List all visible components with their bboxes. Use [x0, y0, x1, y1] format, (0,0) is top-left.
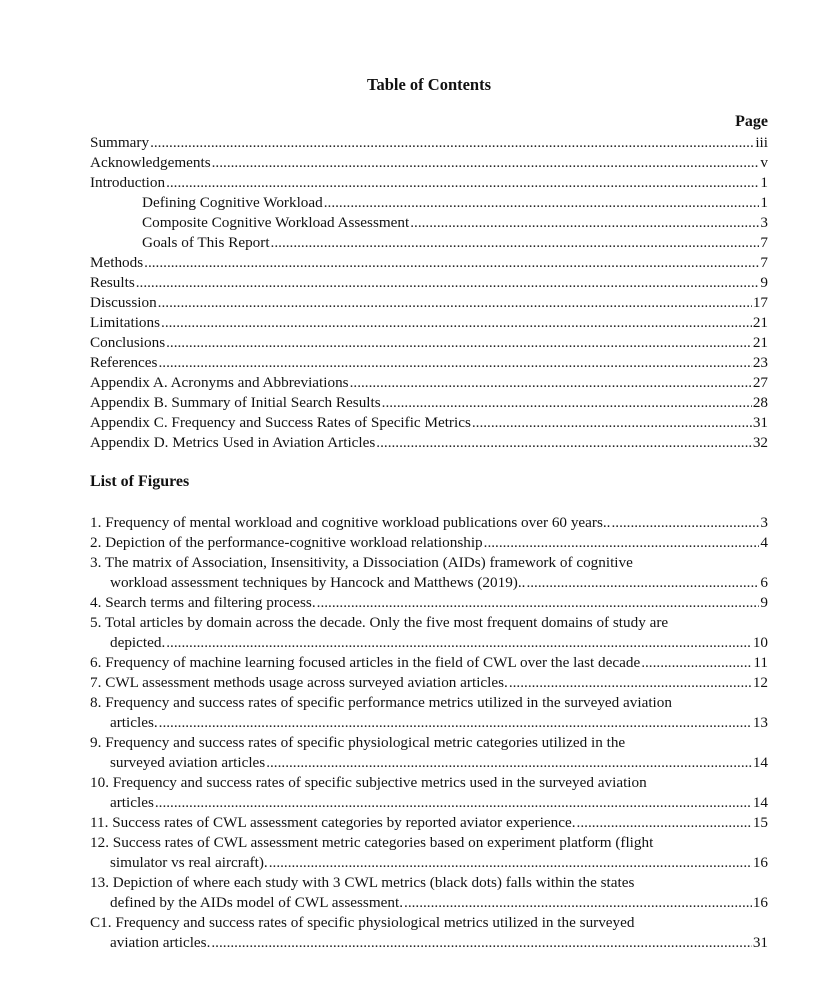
dot-leader — [350, 373, 752, 393]
table-of-contents — [90, 133, 768, 453]
list-of-figures — [90, 513, 768, 953]
figure-entry[interactable] — [90, 873, 768, 913]
toc-entry-page: 1 — [760, 194, 768, 211]
toc-entry-label: Composite Cognitive Workload Assessment — [142, 214, 410, 231]
figure-entry-text: 1. Frequency of mental workload and cognitive workload publications over 60 years.. — [90, 514, 611, 531]
dot-leader — [404, 893, 752, 913]
figure-entry-page: 6 — [760, 574, 768, 591]
toc-title: Table of Contents — [366, 75, 492, 94]
dot-leader — [376, 433, 752, 453]
toc-entry-page: 31 — [752, 414, 768, 431]
dot-leader — [641, 653, 752, 673]
toc-entry-page: 1 — [760, 174, 768, 191]
figure-entry-page: 11 — [753, 654, 768, 671]
figure-entry-page: 31 — [752, 934, 768, 951]
figure-entry[interactable] — [90, 653, 768, 673]
toc-entry[interactable] — [90, 413, 768, 433]
figure-entry-text: 13. Depiction of where each study with 3 CWL metrics (black dots) falls within the states — [90, 874, 635, 891]
figure-entry-text-cont: articles. — [110, 714, 158, 731]
figure-entry-text-cont: surveyed aviation articles — [110, 754, 266, 771]
dot-leader — [158, 293, 752, 313]
figure-entry-text: 10. Frequency and success rates of specific subjective metrics used in the surveyed aviation — [90, 774, 647, 791]
figure-entry-page: 9 — [760, 594, 768, 611]
dot-leader — [161, 313, 752, 333]
figure-entry-text: 12. Success rates of CWL assessment metric categories based on experiment platform (flight — [90, 834, 654, 851]
dot-leader — [324, 193, 760, 213]
toc-entry-label: Appendix B. Summary of Initial Search Results — [90, 394, 381, 411]
toc-entry-label: Conclusions — [90, 334, 166, 351]
figure-entry-text: 5. Total articles by domain across the decade. Only the five most frequent domains of study are — [90, 614, 669, 631]
toc-entry-label: Defining Cognitive Workload — [142, 194, 323, 211]
figure-entry-page: 14 — [752, 754, 768, 771]
toc-entry-label: Results — [90, 274, 135, 291]
toc-entry-page: 7 — [760, 254, 768, 271]
toc-entry-label: Limitations — [90, 314, 161, 331]
figure-entry[interactable] — [90, 673, 768, 693]
toc-entry[interactable] — [90, 373, 768, 393]
toc-entry-label: Appendix D. Metrics Used in Aviation Articles — [90, 434, 376, 451]
dot-leader — [269, 853, 752, 873]
figure-entry-text-cont: articles — [110, 794, 154, 811]
figure-entry-page: 14 — [752, 794, 768, 811]
figure-entry-page: 16 — [752, 894, 768, 911]
figure-entry-page: 3 — [760, 514, 768, 531]
figure-entry-text: 2. Depiction of the performance-cognitive workload relationship — [90, 534, 483, 551]
figure-entry-page: 4 — [760, 534, 768, 551]
dot-leader — [166, 173, 759, 193]
figure-entry-text: 7. CWL assessment methods usage across surveyed aviation articles. — [90, 674, 508, 691]
figure-entry[interactable] — [90, 833, 768, 873]
toc-entry[interactable] — [90, 133, 768, 153]
dot-leader — [166, 333, 752, 353]
dot-leader — [410, 213, 759, 233]
toc-entry[interactable] — [90, 353, 768, 373]
dot-leader — [317, 593, 760, 613]
dot-leader — [150, 133, 754, 153]
figure-entry-text-cont: defined by the AIDs model of CWL assessment. — [110, 894, 404, 911]
figure-entry[interactable] — [90, 553, 768, 593]
toc-entry-label: Summary — [90, 134, 150, 151]
dot-leader — [212, 153, 760, 173]
figure-entry[interactable] — [90, 613, 768, 653]
figure-entry-page: 15 — [752, 814, 768, 831]
dot-leader — [136, 273, 760, 293]
figure-entry-text: 4. Search terms and filtering process. — [90, 594, 316, 611]
figure-entry[interactable] — [90, 533, 768, 553]
toc-entry-page: 21 — [752, 314, 768, 331]
toc-entry-page: 28 — [752, 394, 768, 411]
figure-entry-text-cont: workload assessment techniques by Hancock and Matthews (2019).. — [110, 574, 526, 591]
toc-entry-page: 32 — [752, 434, 768, 451]
figure-entry[interactable] — [90, 913, 768, 953]
toc-entry[interactable] — [90, 233, 768, 253]
toc-entry-page: 23 — [752, 354, 768, 371]
toc-entry-label: Goals of This Report — [142, 234, 270, 251]
toc-entry-label: Introduction — [90, 174, 166, 191]
dot-leader — [166, 633, 752, 653]
toc-entry-page: iii — [755, 134, 768, 151]
toc-entry-page: v — [760, 154, 768, 171]
list-of-figures-title: List of Figures — [90, 473, 190, 490]
figure-entry-text-cont: simulator vs real aircraft). — [110, 854, 268, 871]
dot-leader — [472, 413, 752, 433]
toc-entry[interactable] — [90, 213, 768, 233]
dot-leader — [526, 573, 759, 593]
dot-leader — [144, 253, 759, 273]
figure-entry-text: 9. Frequency and success rates of specific physiological metric categories utilized in the — [90, 734, 626, 751]
figure-entry-text: 8. Frequency and success rates of specific performance metrics utilized in the surveyed aviation — [90, 694, 672, 711]
figure-entry-text: C1. Frequency and success rates of specific physiological metrics utilized in the surveyed — [90, 914, 635, 931]
dot-leader — [484, 533, 760, 553]
figure-entry[interactable] — [90, 733, 768, 773]
dot-leader — [509, 673, 752, 693]
toc-entry[interactable] — [90, 293, 768, 313]
toc-entry-label: Discussion — [90, 294, 157, 311]
dot-leader — [266, 753, 752, 773]
dot-leader — [611, 513, 759, 533]
toc-entry-page: 17 — [752, 294, 768, 311]
figure-entry[interactable] — [90, 593, 768, 613]
figure-entry[interactable] — [90, 813, 768, 833]
figure-entry-page: 10 — [752, 634, 768, 651]
figure-entry-text: 6. Frequency of machine learning focused articles in the field of CWL over the last decade — [90, 654, 641, 671]
toc-entry[interactable] — [90, 433, 768, 453]
toc-entry[interactable] — [90, 393, 768, 413]
toc-entry-label: Appendix A. Acronyms and Abbreviations — [90, 374, 349, 391]
figure-entry-text-cont: aviation articles. — [110, 934, 211, 951]
dot-leader — [159, 713, 752, 733]
dot-leader — [155, 793, 752, 813]
figure-entry[interactable] — [90, 773, 768, 813]
toc-entry[interactable] — [90, 253, 768, 273]
toc-entry[interactable] — [90, 153, 768, 173]
dot-leader — [211, 933, 751, 953]
toc-entry-page: 27 — [752, 374, 768, 391]
figure-entry[interactable] — [90, 513, 768, 533]
toc-entry[interactable] — [90, 173, 768, 193]
figure-entry[interactable] — [90, 693, 768, 733]
figure-entry-page: 12 — [752, 674, 768, 691]
toc-entry-label: Acknowledgements — [90, 154, 211, 171]
toc-entry[interactable] — [90, 273, 768, 293]
figure-entry-page: 13 — [752, 714, 768, 731]
toc-entry-label: References — [90, 354, 158, 371]
figure-entry-page: 16 — [752, 854, 768, 871]
figure-entry-text-cont: depicted. — [110, 634, 166, 651]
toc-entry-label: Appendix C. Frequency and Success Rates of Specific Metrics — [90, 414, 471, 431]
dot-leader — [271, 233, 760, 253]
dot-leader — [577, 813, 752, 833]
toc-entry-page: 3 — [760, 214, 768, 231]
toc-entry[interactable] — [90, 313, 768, 333]
toc-entry-label: Methods — [90, 254, 144, 271]
page-column-label: Page — [735, 113, 768, 130]
figure-entry-text: 11. Success rates of CWL assessment categories by reported aviator experience. — [90, 814, 576, 831]
toc-entry-page: 21 — [752, 334, 768, 351]
dot-leader — [382, 393, 752, 413]
toc-entry[interactable] — [90, 193, 768, 213]
toc-entry[interactable] — [90, 333, 768, 353]
figure-entry-text: 3. The matrix of Association, Insensitivity, a Dissociation (AIDs) framework of cognitive — [90, 554, 633, 571]
toc-entry-page: 9 — [760, 274, 768, 291]
toc-entry-page: 7 — [760, 234, 768, 251]
dot-leader — [158, 353, 751, 373]
